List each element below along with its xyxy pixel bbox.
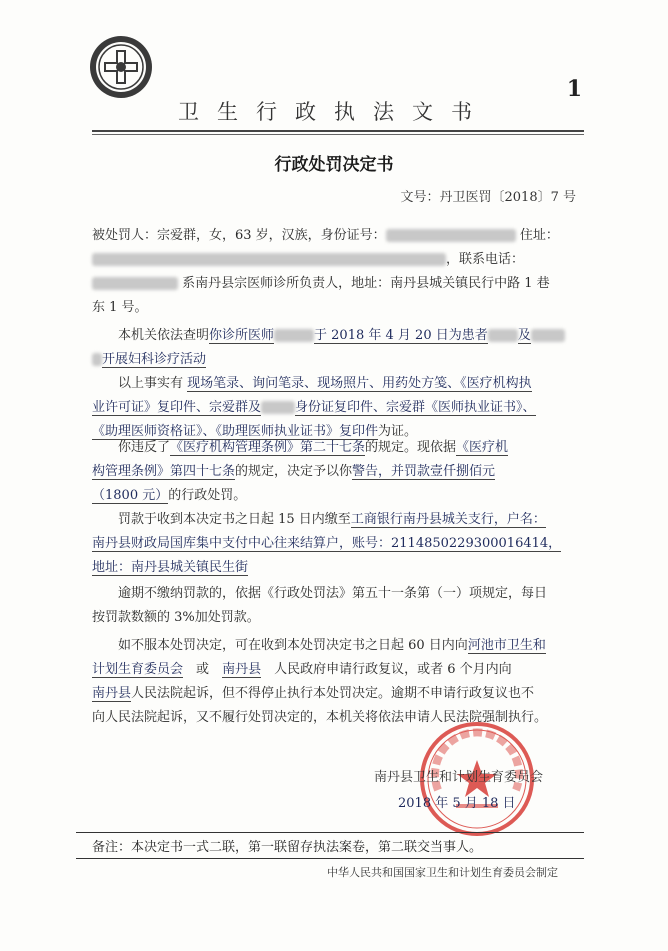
signature-organization: 南丹县卫生和计划生育委员会 [374, 770, 544, 785]
evidence-line-3: 《助理医师资格证》、《助理医师执业证书》复印件为证。 [92, 424, 418, 439]
appeal-section [92, 634, 576, 730]
payment-line-3: 地址：南丹县城关镇民生街 [92, 560, 249, 575]
evidence-line-1: 以上事实有 现场笔录、询问笔录、现场照片、用药处方笺、《医疗机构执 [118, 376, 532, 391]
health-emblem-icon [88, 34, 154, 100]
redacted-name [261, 401, 295, 414]
overdue-section [92, 582, 576, 630]
redacted-fragment [92, 353, 102, 366]
footer-rule-top [76, 832, 584, 833]
payment-section [92, 508, 576, 580]
footer-rule-bottom [76, 858, 584, 859]
party-line-1: 被处罚人：宗爱群，女，63 岁，汉族，身份证号： 住址： [92, 228, 559, 243]
footer-issuer: 中华人民共和国国家卫生和计划生育委员会制定 [327, 866, 558, 879]
appeal-line-3: 南丹县人民法院起诉，但不得停止执行本处罚决定。逾期不申请行政复议也不 [92, 686, 535, 701]
overdue-line-2: 按罚款数额的 3%加处罚款。 [92, 610, 260, 625]
violation-line-3: （1800 元）的行政处罚。 [92, 488, 247, 503]
signature-date: 2018 年 5 月 18 日 [398, 796, 516, 811]
redacted-id [386, 229, 516, 242]
violation-line-1: 你违反了《医疗机构管理条例》第二十七条的规定。现依据《医疗机 [118, 440, 509, 455]
appeal-line-2: 计划生育委员会 或 南丹县 人民政府申请行政复议，或者 6 个月内向 [92, 662, 512, 677]
header-rule-thick [92, 130, 584, 132]
party-line-3: 系南丹县宗医师诊所负责人，地址：南丹县城关镇民行中路 1 巷 [92, 272, 576, 296]
appeal-line-1: 如不服本处罚决定，可在收到本处罚决定书之日起 60 日内向河池市卫生和 [118, 638, 546, 653]
evidence-line-2: 业许可证》复印件、宗爱群及 身份证复印件、宗爱群《医师执业证书》、 [92, 400, 536, 415]
redacted-address [92, 253, 446, 266]
payment-line-1: 罚款于收到本决定书之日起 15 日内缴至工商银行南丹县城关支行，户名： [118, 512, 546, 527]
footer-remark: 备注：本决定书一式二联，第一联留存执法案卷，第二联交当事人。 [92, 840, 483, 855]
party-line-2: ，联系电话： [92, 248, 576, 272]
payment-line-2: 南丹县财政局国库集中支付中心往来结算户，账号：2114850229300016414， [92, 536, 562, 551]
page-corner-mark: 1 [566, 76, 582, 102]
facts-line-2: 开展妇科诊疗活动 [92, 348, 576, 372]
party-line-4: 东 1 号。 [92, 300, 148, 315]
facts-line-1: 本机关依法查明你诊所医师 于 2018 年 4 月 20 日为患者 及 [92, 324, 576, 348]
redacted-patient-2 [531, 329, 565, 342]
redacted-patient [488, 329, 518, 342]
header-rule-thin [92, 134, 584, 135]
party-section [92, 224, 576, 320]
header-title: 卫生行政执法文书 [178, 100, 490, 124]
violation-line-2: 构管理条例》第四十七条的规定，决定予以你警告，并罚款壹仟捌佰元 [92, 464, 496, 479]
violation-section [92, 436, 576, 508]
redacted-phone [92, 277, 178, 290]
document-title: 行政处罚决定书 [274, 155, 394, 175]
document-number: 文号：丹卫医罚〔2018〕7 号 [400, 190, 576, 205]
redacted-doctor [274, 329, 314, 342]
facts-section [92, 324, 576, 444]
overdue-line-1: 逾期不缴纳罚款的，依据《行政处罚法》第五十一条第（一）项规定，每日 [118, 586, 548, 601]
appeal-line-4: 向人民法院起诉，又不履行处罚决定的，本机关将依法申请人民法院强制执行。 [92, 710, 548, 725]
